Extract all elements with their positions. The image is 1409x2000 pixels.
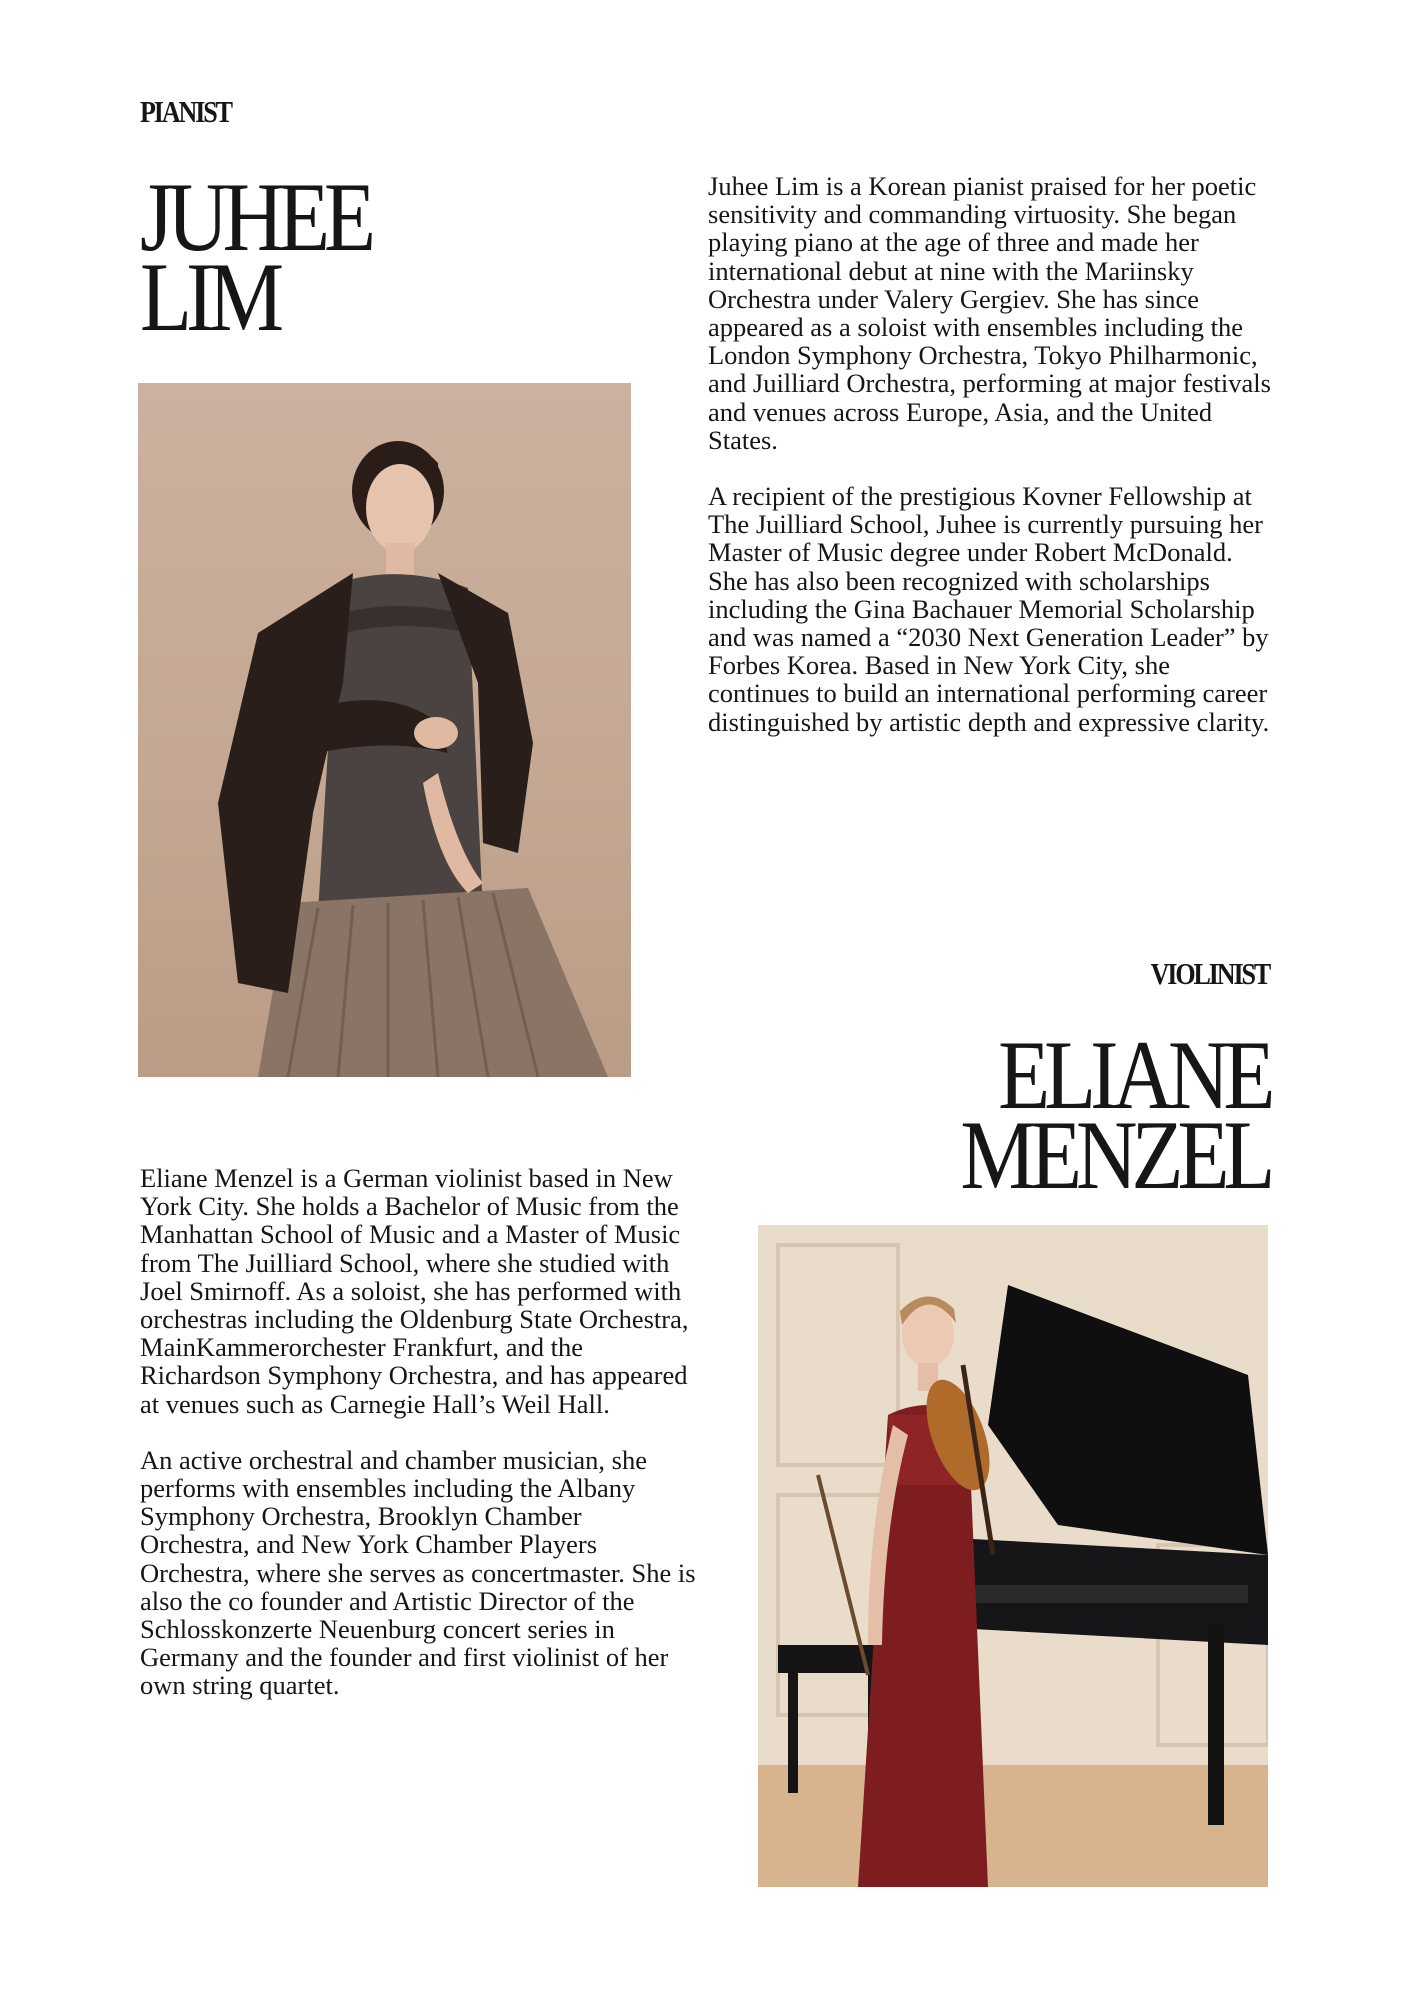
violinist-bio-paragraph-1: Eliane Menzel is a German violinist based in New York City. She holds a Bachelor of Music from the Manhattan School of Music and a Master of Music from The Juilliard School, where she studied with Joel Smirnoff. As a soloist, she has performed with orchestras including the Oldenburg State Orchestra, MainKammerorchester Frankfurt, and the Richardson Symphony Orchestra, and has appeared at venues such as Carnegie Hall’s Weil Hall. bbox=[140, 1163, 689, 1419]
violinist-name-line1: ELIANE bbox=[997, 1021, 1269, 1130]
pianist-role-label: PIANIST bbox=[140, 94, 231, 129]
violinist-bio-paragraph-2: An active orchestral and chamber musician, she performs with ensembles including the Albany Symphony Orchestra, Brooklyn Chamber Orchestra, and New York Chamber Players Orchestra, where she serves as concertmaster. She is also the co founder and Artistic Director of the Schlosskonzerte Neuenburg concert series in Germany and the founder and first violinist of her own string quartet. bbox=[140, 1444, 696, 1701]
pianist-name-line2: LIM bbox=[140, 243, 279, 352]
pianist-bio-paragraph-2: A recipient of the prestigious Kovner Fellowship at The Juilliard School, Juhee is currently pursuing her Master of Music degree under Robert McDonald. She has also been recognized with scholarships including the Gina Bachauer Memorial Scholarship and was named a “2030 Next Generation Leader” by Forbes Korea. Based in New York City, she continues to build an international performing career distinguished by artistic depth and expressive clarity. bbox=[708, 481, 1270, 737]
violinist-bio bbox=[140, 1164, 696, 1728]
pianist-name bbox=[140, 163, 371, 352]
violinist-name bbox=[959, 1021, 1269, 1210]
pianist-bio bbox=[708, 172, 1274, 764]
pianist-photo-illustration bbox=[138, 383, 631, 1077]
violinist-role-label: VIOLINIST bbox=[1150, 956, 1269, 991]
violinist-name-line2: MENZEL bbox=[959, 1101, 1269, 1210]
pianist-name-line1: JUHEE bbox=[140, 163, 371, 272]
violinist-photo bbox=[758, 1225, 1268, 1887]
pianist-bio-paragraph-1: Juhee Lim is a Korean pianist praised for her poetic sensitivity and commanding virtuosity. She began playing piano at the age of three and made her international debut at nine with the Mariinsky Orchestra under Valery Gergiev. She has since appeared as a soloist with ensembles including the London Symphony Orchestra, Tokyo Philharmonic, and Juilliard Orchestra, performing at major festivals and venues across Europe, Asia, and the United States. bbox=[708, 171, 1271, 455]
pianist-photo bbox=[138, 383, 631, 1077]
violinist-photo-illustration bbox=[758, 1225, 1268, 1887]
